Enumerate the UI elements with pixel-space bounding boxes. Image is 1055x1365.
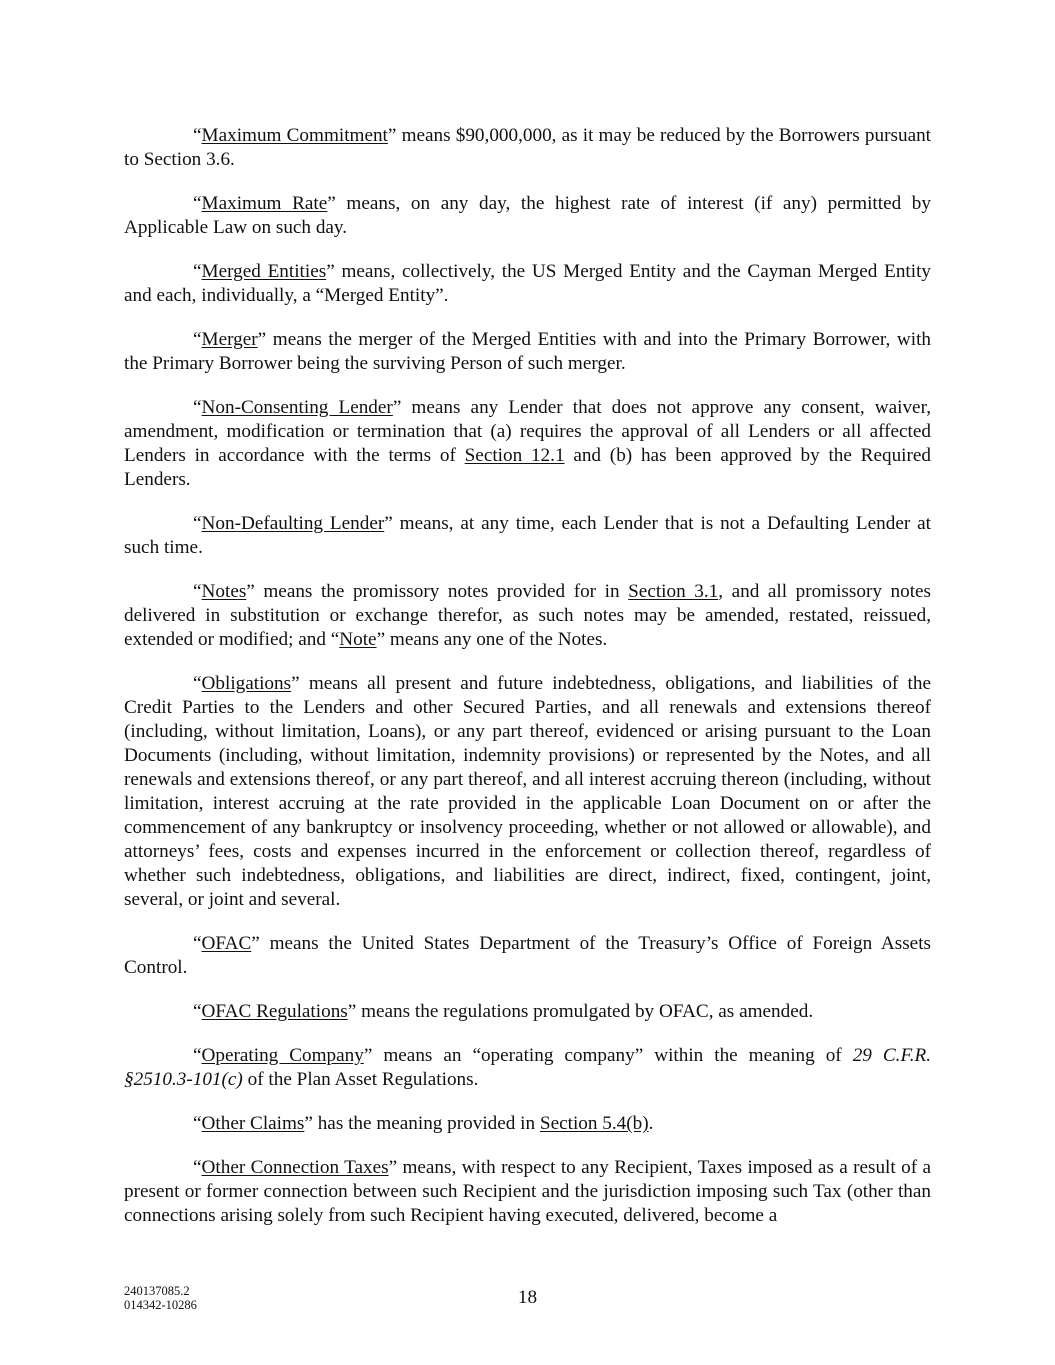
defined-term: Maximum Rate <box>201 193 328 214</box>
defined-term: Other Claims <box>201 1113 305 1134</box>
definition-paragraph <box>124 512 931 560</box>
cross-reference: Section 3.1 <box>628 581 719 602</box>
definition-paragraph <box>124 1044 931 1092</box>
definition-text: “ <box>193 933 202 954</box>
definition-text: “ <box>193 193 202 214</box>
defined-term: Obligations <box>201 673 292 694</box>
definition-text: ” means an “operating company” within the meaning of <box>363 1045 853 1066</box>
definition-text: “ <box>193 261 202 282</box>
definition-paragraph <box>124 1000 931 1024</box>
definition-text: ” means, with respect to any Recipient, Taxes imposed as a result of a present or former connection between such Recipient and the jurisdiction imposing such Tax (other than connections arising solely from such Recipient having executed, delivered, become a <box>124 1157 931 1226</box>
defined-term: Operating Company <box>201 1045 364 1066</box>
definition-text: “ <box>193 125 202 146</box>
definition-paragraph <box>124 580 931 652</box>
definition-paragraph <box>124 396 931 492</box>
definition-text: ” means any Lender that does not approve any consent, waiver, amendment, modification or termination that (a) requires the approval of all Lenders or all affected Lenders in accordance with the terms of <box>124 397 931 466</box>
definition-text: and (b) has been approved by the Required Lenders. <box>124 445 932 490</box>
definition-text: “ <box>193 1001 202 1022</box>
document-body <box>124 124 931 1248</box>
definition-text: “ <box>193 1113 202 1134</box>
definition-text: . <box>648 1113 654 1134</box>
definition-paragraph <box>124 328 931 376</box>
defined-term: Merged Entities <box>201 261 327 282</box>
definition-text: ” means the merger of the Merged Entities with and into the Primary Borrower, with the Primary Borrower being the surviving Person of such merger. <box>124 329 931 374</box>
definition-text: “ <box>193 1045 202 1066</box>
footer-doc-id-2: 014342-10286 <box>124 1298 197 1312</box>
cross-reference: Note <box>339 629 377 650</box>
definition-text: “ <box>193 673 202 694</box>
page-number: 18 <box>517 1287 538 1308</box>
definition-paragraph <box>124 260 931 308</box>
definition-text: “ <box>193 397 202 418</box>
defined-term: Maximum Commitment <box>201 125 388 146</box>
definition-paragraph <box>124 192 931 240</box>
cross-reference: Section 12.1 <box>464 445 565 466</box>
defined-term: OFAC Regulations <box>201 1001 348 1022</box>
definition-text: ” means all present and future indebtedness, obligations, and liabilities of the Credit Parties to the Lenders and other Secured Parties, and all renewals and extensions thereof (including, without limitation, Loans), or any part thereof, evidenced or arising pursuant to the Loan Documents (including, without limitation, indemnity provisions) or represented by the Notes, and all renewals and extensions thereof, or any part thereof, and all interest accruing thereon (including, without limitation, interest accruing at the rate provided in the applicable Loan Document on or after the commencement of any bankruptcy or insolvency proceeding, whether or not allowed or allowable), and attorneys’ fees, costs and expenses incurred in the enforcement or collection thereof, regardless of whether such indebtedness, obligations, and liabilities are direct, indirect, fixed, contingent, joint, several, or joint and several. <box>124 673 931 910</box>
definition-text: “ <box>193 581 202 602</box>
definition-paragraph <box>124 1112 931 1136</box>
definition-text: ” means the promissory notes provided for in <box>246 581 629 602</box>
definition-text: 29 C.F.R. §2510.3-101(c) <box>124 1045 932 1090</box>
definition-text: ” means any one of the Notes. <box>376 629 608 650</box>
defined-term: Other Connection Taxes <box>201 1157 389 1178</box>
definition-text: “ <box>193 513 202 534</box>
definition-paragraph <box>124 932 931 980</box>
definition-text: ” means the regulations promulgated by OFAC, as amended. <box>347 1001 814 1022</box>
definition-text: ” means, collectively, the US Merged Entity and the Cayman Merged Entity and each, individually, a “Merged Entity”. <box>124 261 931 306</box>
definition-text: “ <box>193 329 202 350</box>
defined-term: Non-Consenting Lender <box>201 397 393 418</box>
definition-text: ” means $90,000,000, as it may be reduced by the Borrowers pursuant to Section 3.6. <box>124 125 932 170</box>
definition-text: ” means the United States Department of the Treasury’s Office of Foreign Assets Control. <box>124 933 931 978</box>
definition-text: ” has the meaning provided in <box>304 1113 540 1134</box>
defined-term: Notes <box>201 581 247 602</box>
definition-text: of the Plan Asset Regulations. <box>242 1069 479 1090</box>
cross-reference: Section 5.4(b) <box>539 1113 649 1134</box>
definition-text: ” means, on any day, the highest rate of interest (if any) permitted by Applicable Law on such day. <box>124 193 931 238</box>
defined-term: Non-Defaulting Lender <box>201 513 385 534</box>
definition-paragraph <box>124 124 931 172</box>
definition-paragraph <box>124 1156 931 1228</box>
definition-text: , and all promissory notes delivered in substitution or exchange therefor, as such notes may be amended, restated, reissued, extended or modified; and “ <box>124 581 932 650</box>
definition-text: ” means, at any time, each Lender that is not a Defaulting Lender at such time. <box>124 513 931 558</box>
definition-text: “ <box>193 1157 202 1178</box>
defined-term: OFAC <box>201 933 252 954</box>
definition-paragraph <box>124 672 931 912</box>
footer-doc-id-1: 240137085.2 <box>124 1284 190 1298</box>
defined-term: Merger <box>201 329 258 350</box>
